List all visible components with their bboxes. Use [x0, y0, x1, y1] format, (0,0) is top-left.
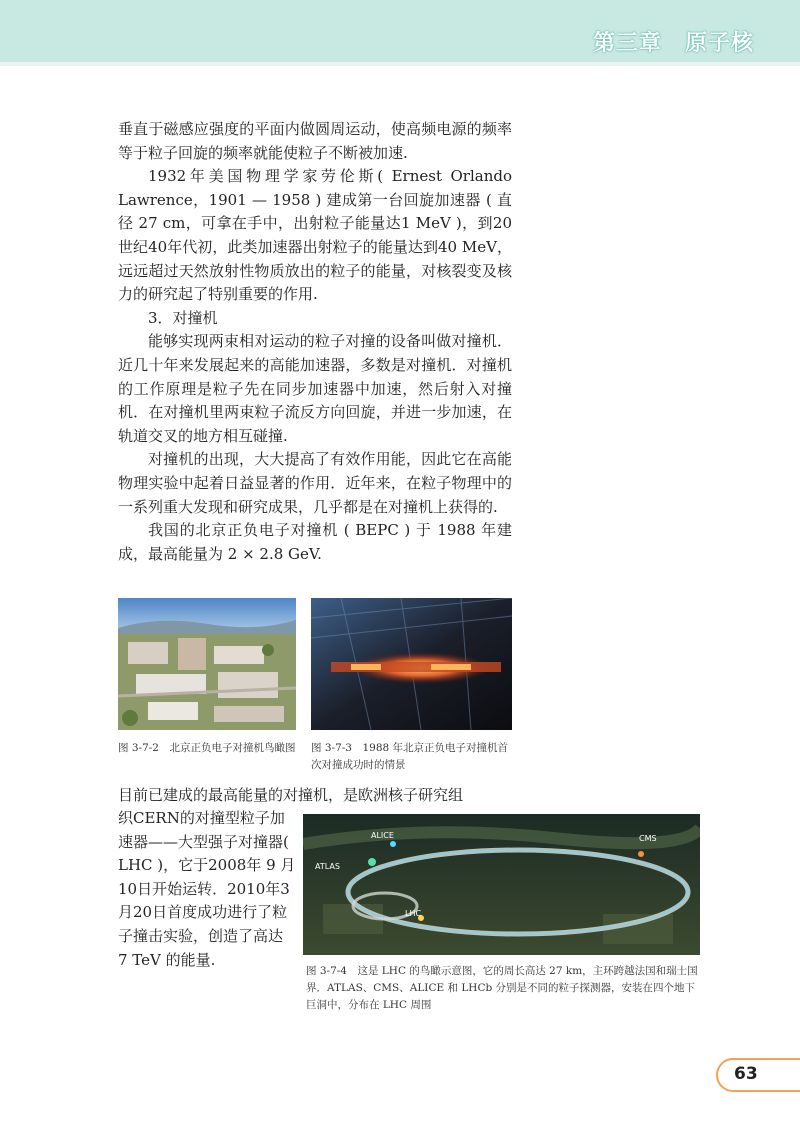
paragraph: 能够实现两束相对运动的粒子对撞的设备叫做对撞机．近几十年来发展起来的高能加速器，多数是对撞机．对撞机的工作原理是粒子先在同步加速器中加速，然后射入对撞机．在对撞机里两束粒子流反方向回旋，并进一步加速，在轨道交叉的地方相互碰撞.	[118, 332, 512, 445]
figure-caption: 图 3-7-4 这是 LHC 的鸟瞰示意图，它的周长高达 27 km，主环跨越法国和瑞士国界．ATLAS、CMS、ALICE 和 LHCb 分别是不同的粒子探测器，安装在四个地下巨洞中，分布在 LHC 周围	[306, 965, 698, 1011]
bepc-tunnel-illustration	[311, 598, 512, 730]
bepc-collision-photo	[311, 598, 512, 730]
paragraph: 垂直于磁感应强度的平面内做圆周运动，使高频电源的频率等于粒子回旋的频率就能使粒子不断被加速.	[118, 120, 512, 162]
alice-label: ALICE	[371, 831, 394, 840]
lhc-label: LHC	[405, 909, 422, 918]
section-heading: 3．对撞机	[148, 308, 218, 327]
figure-caption: 图 3-7-3 1988 年北京正负电子对撞机首次对撞成功时的情景	[311, 742, 509, 771]
figure-caption: 图 3-7-2 北京正负电子对撞机鸟瞰图	[118, 742, 296, 754]
chapter-title: 第三章 原子核	[592, 31, 754, 56]
paragraph: 我国的北京正负电子对撞机 ( BEPC ) 于 1988 年建成，最高能量为 2 × 2.8 GeV.	[118, 521, 512, 563]
bepc-aerial-illustration	[118, 598, 296, 730]
page-number-tab	[716, 1058, 800, 1092]
bepc-aerial-photo	[118, 598, 296, 730]
page-number: 63	[734, 1064, 758, 1084]
paragraph: 对撞机的出现，大大提高了有效作用能，因此它在高能物理实验中起着日益显著的作用．近年来，在粒子物理中的一系列重大发现和研究成果，几乎都是在对撞机上获得的.	[118, 450, 512, 516]
lhc-aerial-photo	[303, 814, 700, 955]
paragraph: 1932年美国物理学家劳伦斯( Ernest Orlando Lawrence，1901 — 1958 ) 建成第一台回旋加速器 ( 直径 27 cm，可拿在手中，出射粒子能量达1 MeV )，到20世纪40年代初，此类加速器出射粒子的能量达到40 MeV，远远超过天然放射性物质放出的粒子的能量，对核裂变及核力的研究起了特别重要的作用.	[118, 167, 512, 304]
paragraph: 织CERN的对撞型粒子加速器——大型强子对撞器( LHC )，它于2008年 9 月10日开始运转．2010年3月20日首度成功进行了粒子撞击实验，创造了高达 7 TeV 的能量.	[118, 809, 296, 969]
atlas-label: ATLAS	[315, 862, 340, 871]
header-divider	[0, 62, 800, 66]
body-text	[118, 118, 512, 566]
paragraph: 目前已建成的最高能量的对撞机，是欧洲核子研究组	[118, 786, 464, 804]
cms-label: CMS	[639, 834, 657, 843]
lhc-aerial-illustration	[303, 814, 700, 955]
